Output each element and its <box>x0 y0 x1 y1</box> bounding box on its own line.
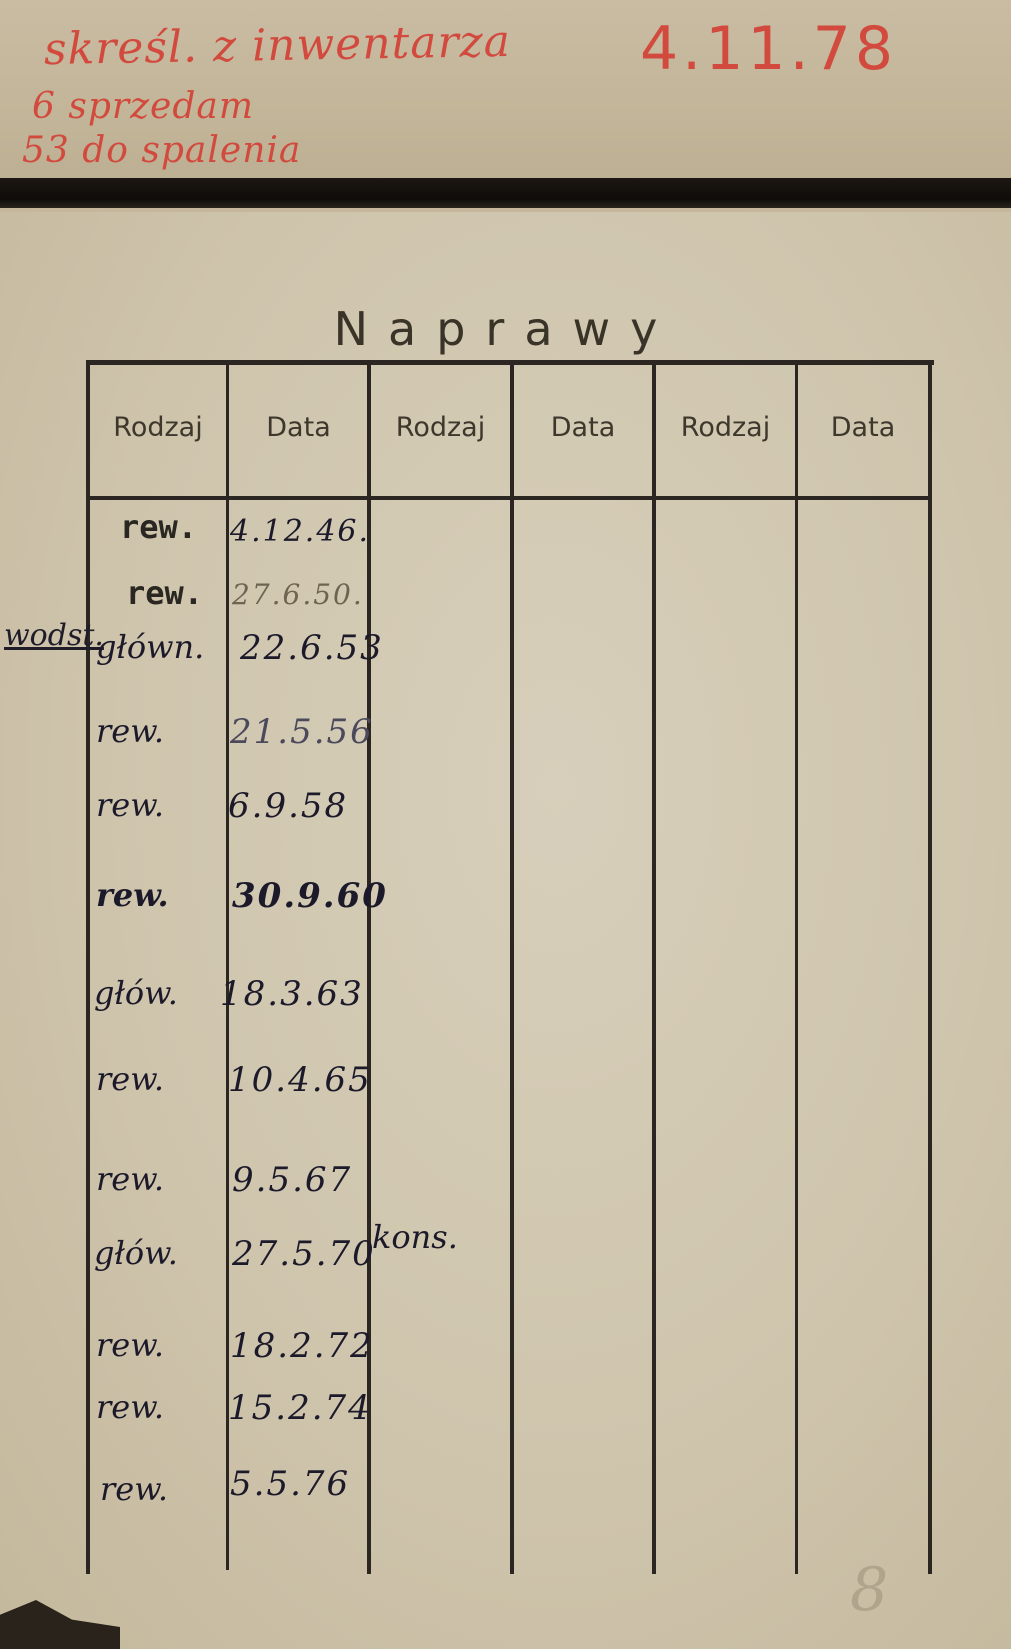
row-date: 5.5.76 <box>230 1464 351 1504</box>
header-data: Data <box>830 412 896 443</box>
row-date: 9.5.67 <box>232 1160 353 1200</box>
row-extra-kind: kons. <box>372 1218 458 1256</box>
table-col-line <box>795 362 798 1574</box>
card-top-strip <box>0 0 1011 190</box>
row-kind: rew. <box>96 1388 164 1426</box>
table-col-line <box>86 362 90 1574</box>
header-data: Data <box>266 412 331 443</box>
row-date: 30.9.60 <box>232 876 388 916</box>
row-kind: rew. <box>120 508 198 546</box>
pencil-corner-mark: 8 <box>850 1555 889 1625</box>
row-date: 10.4.65 <box>228 1060 372 1100</box>
header-data: Data <box>550 412 616 443</box>
row-date: 18.2.72 <box>230 1326 374 1366</box>
row-kind: główn. <box>96 628 205 666</box>
row-kind: rew. <box>96 712 164 750</box>
header-rodzaj: Rodzaj <box>113 412 203 443</box>
table-col-line <box>510 362 514 1574</box>
row-date: 27.6.50. <box>232 578 364 611</box>
row-date: 21.5.56 <box>230 712 374 752</box>
row-kind: rew. <box>100 1470 168 1508</box>
row-kind: rew. <box>126 574 204 612</box>
row-kind: rew. <box>96 786 164 824</box>
row-kind: rew. <box>96 1326 164 1364</box>
row-kind: rew. <box>96 1160 164 1198</box>
header-rodzaj: Rodzaj <box>395 412 486 443</box>
red-note-date: 4.11.78 <box>640 14 898 84</box>
row-date: 15.2.74 <box>228 1388 372 1428</box>
table-col-line <box>652 362 656 1574</box>
table-col-line <box>928 362 932 1574</box>
row-date: 4.12.46. <box>230 514 371 549</box>
row-kind: rew. <box>96 1060 164 1098</box>
row-kind: głów. <box>94 1234 178 1272</box>
page-title: Naprawy <box>333 302 678 356</box>
red-note-removed: skreśl. z inwentarza <box>43 15 512 76</box>
card-shadow-gap <box>0 178 1011 208</box>
row-date: 18.3.63 <box>220 974 364 1014</box>
red-note-sold: 6 sprzedam <box>32 86 254 127</box>
row-date: 22.6.53 <box>240 628 384 668</box>
margin-note: wodst. <box>4 618 104 653</box>
header-rodzaj: Rodzaj <box>680 412 771 443</box>
row-kind: rew. <box>96 876 169 914</box>
row-date: 27.5.70 <box>232 1234 376 1274</box>
red-note-burned: 53 do spalenia <box>22 130 302 171</box>
row-date: 6.9.58 <box>228 786 349 826</box>
row-kind: głów. <box>94 974 178 1012</box>
